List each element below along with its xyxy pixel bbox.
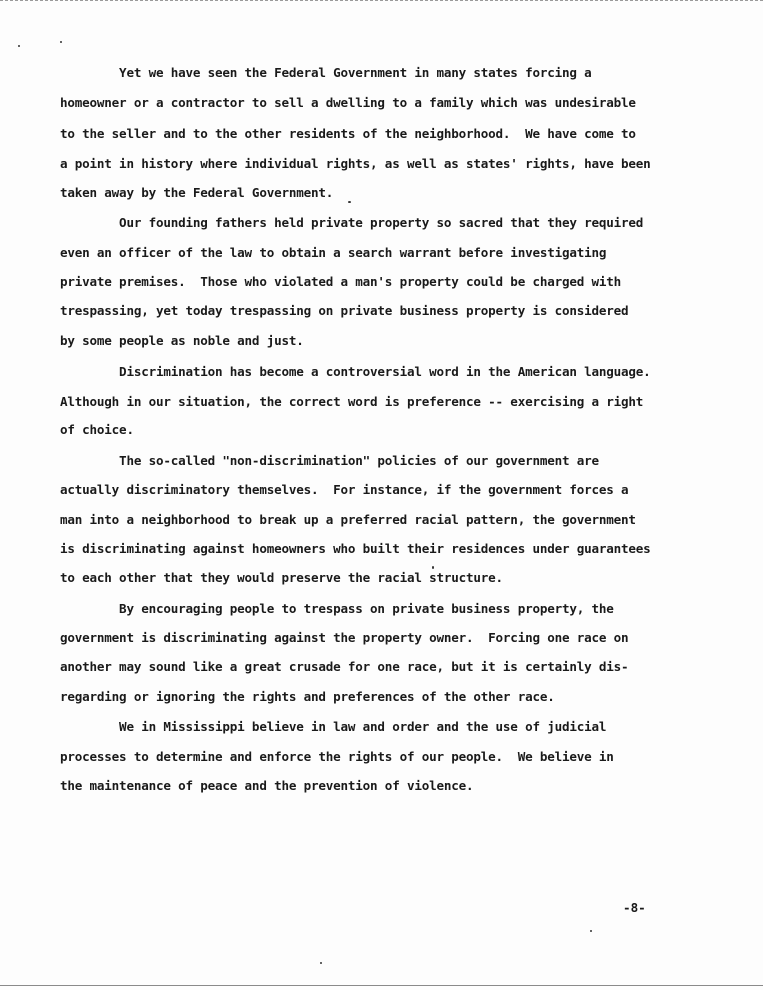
text-line: private premises. Those who violated a man's property could be charged with xyxy=(60,274,622,289)
text-line: even an officer of the law to obtain a search warrant before investigating xyxy=(60,245,607,260)
text-line: regarding or ignoring the rights and preferences of the other race. xyxy=(60,689,555,704)
text-line: man into a neighborhood to break up a preferred racial pattern, the government xyxy=(60,512,636,527)
text-line: the maintenance of peace and the prevention of violence. xyxy=(60,778,474,793)
text-line: Although in our situation, the correct word is preference -- exercising a right xyxy=(60,394,644,409)
text-line: Discrimination has become a controversial word in the American language. xyxy=(60,364,651,379)
page-number: -8- xyxy=(623,900,646,915)
scan-speck xyxy=(18,45,20,47)
text-line: trespassing, yet today trespassing on private business property is considered xyxy=(60,303,629,318)
text-line: a point in history where individual rights, as well as states' rights, have been xyxy=(60,156,651,171)
scan-speck xyxy=(348,201,351,203)
text-line: is discriminating against homeowners who built their residences under guarantees xyxy=(60,541,651,556)
text-line: to each other that they would preserve the racial structure. xyxy=(60,570,503,585)
text-line: of choice. xyxy=(60,422,134,437)
scan-speck xyxy=(60,41,62,43)
text-line: by some people as noble and just. xyxy=(60,333,304,348)
text-line: The so-called "non-discrimination" policies of our government are xyxy=(60,453,599,468)
text-line: homeowner or a contractor to sell a dwelling to a family which was undesirable xyxy=(60,95,636,110)
text-line: Yet we have seen the Federal Government in many states forcing a xyxy=(60,65,592,80)
scan-speck xyxy=(320,962,322,964)
bottom-edge xyxy=(0,985,763,986)
text-line: processes to determine and enforce the rights of our people. We believe in xyxy=(60,749,614,764)
text-line: We in Mississippi believe in law and order and the use of judicial xyxy=(60,719,607,734)
text-line: Our founding fathers held private property so sacred that they required xyxy=(60,215,644,230)
text-line: By encouraging people to trespass on private business property, the xyxy=(60,601,614,616)
text-line: taken away by the Federal Government. xyxy=(60,185,334,200)
top-edge xyxy=(0,0,763,1)
text-line: another may sound like a great crusade for one race, but it is certainly dis- xyxy=(60,659,629,674)
scan-speck xyxy=(590,930,592,932)
text-line: actually discriminatory themselves. For instance, if the government forces a xyxy=(60,482,629,497)
text-line: to the seller and to the other residents of the neighborhood. We have come to xyxy=(60,126,636,141)
text-line: government is discriminating against the property owner. Forcing one race on xyxy=(60,630,629,645)
